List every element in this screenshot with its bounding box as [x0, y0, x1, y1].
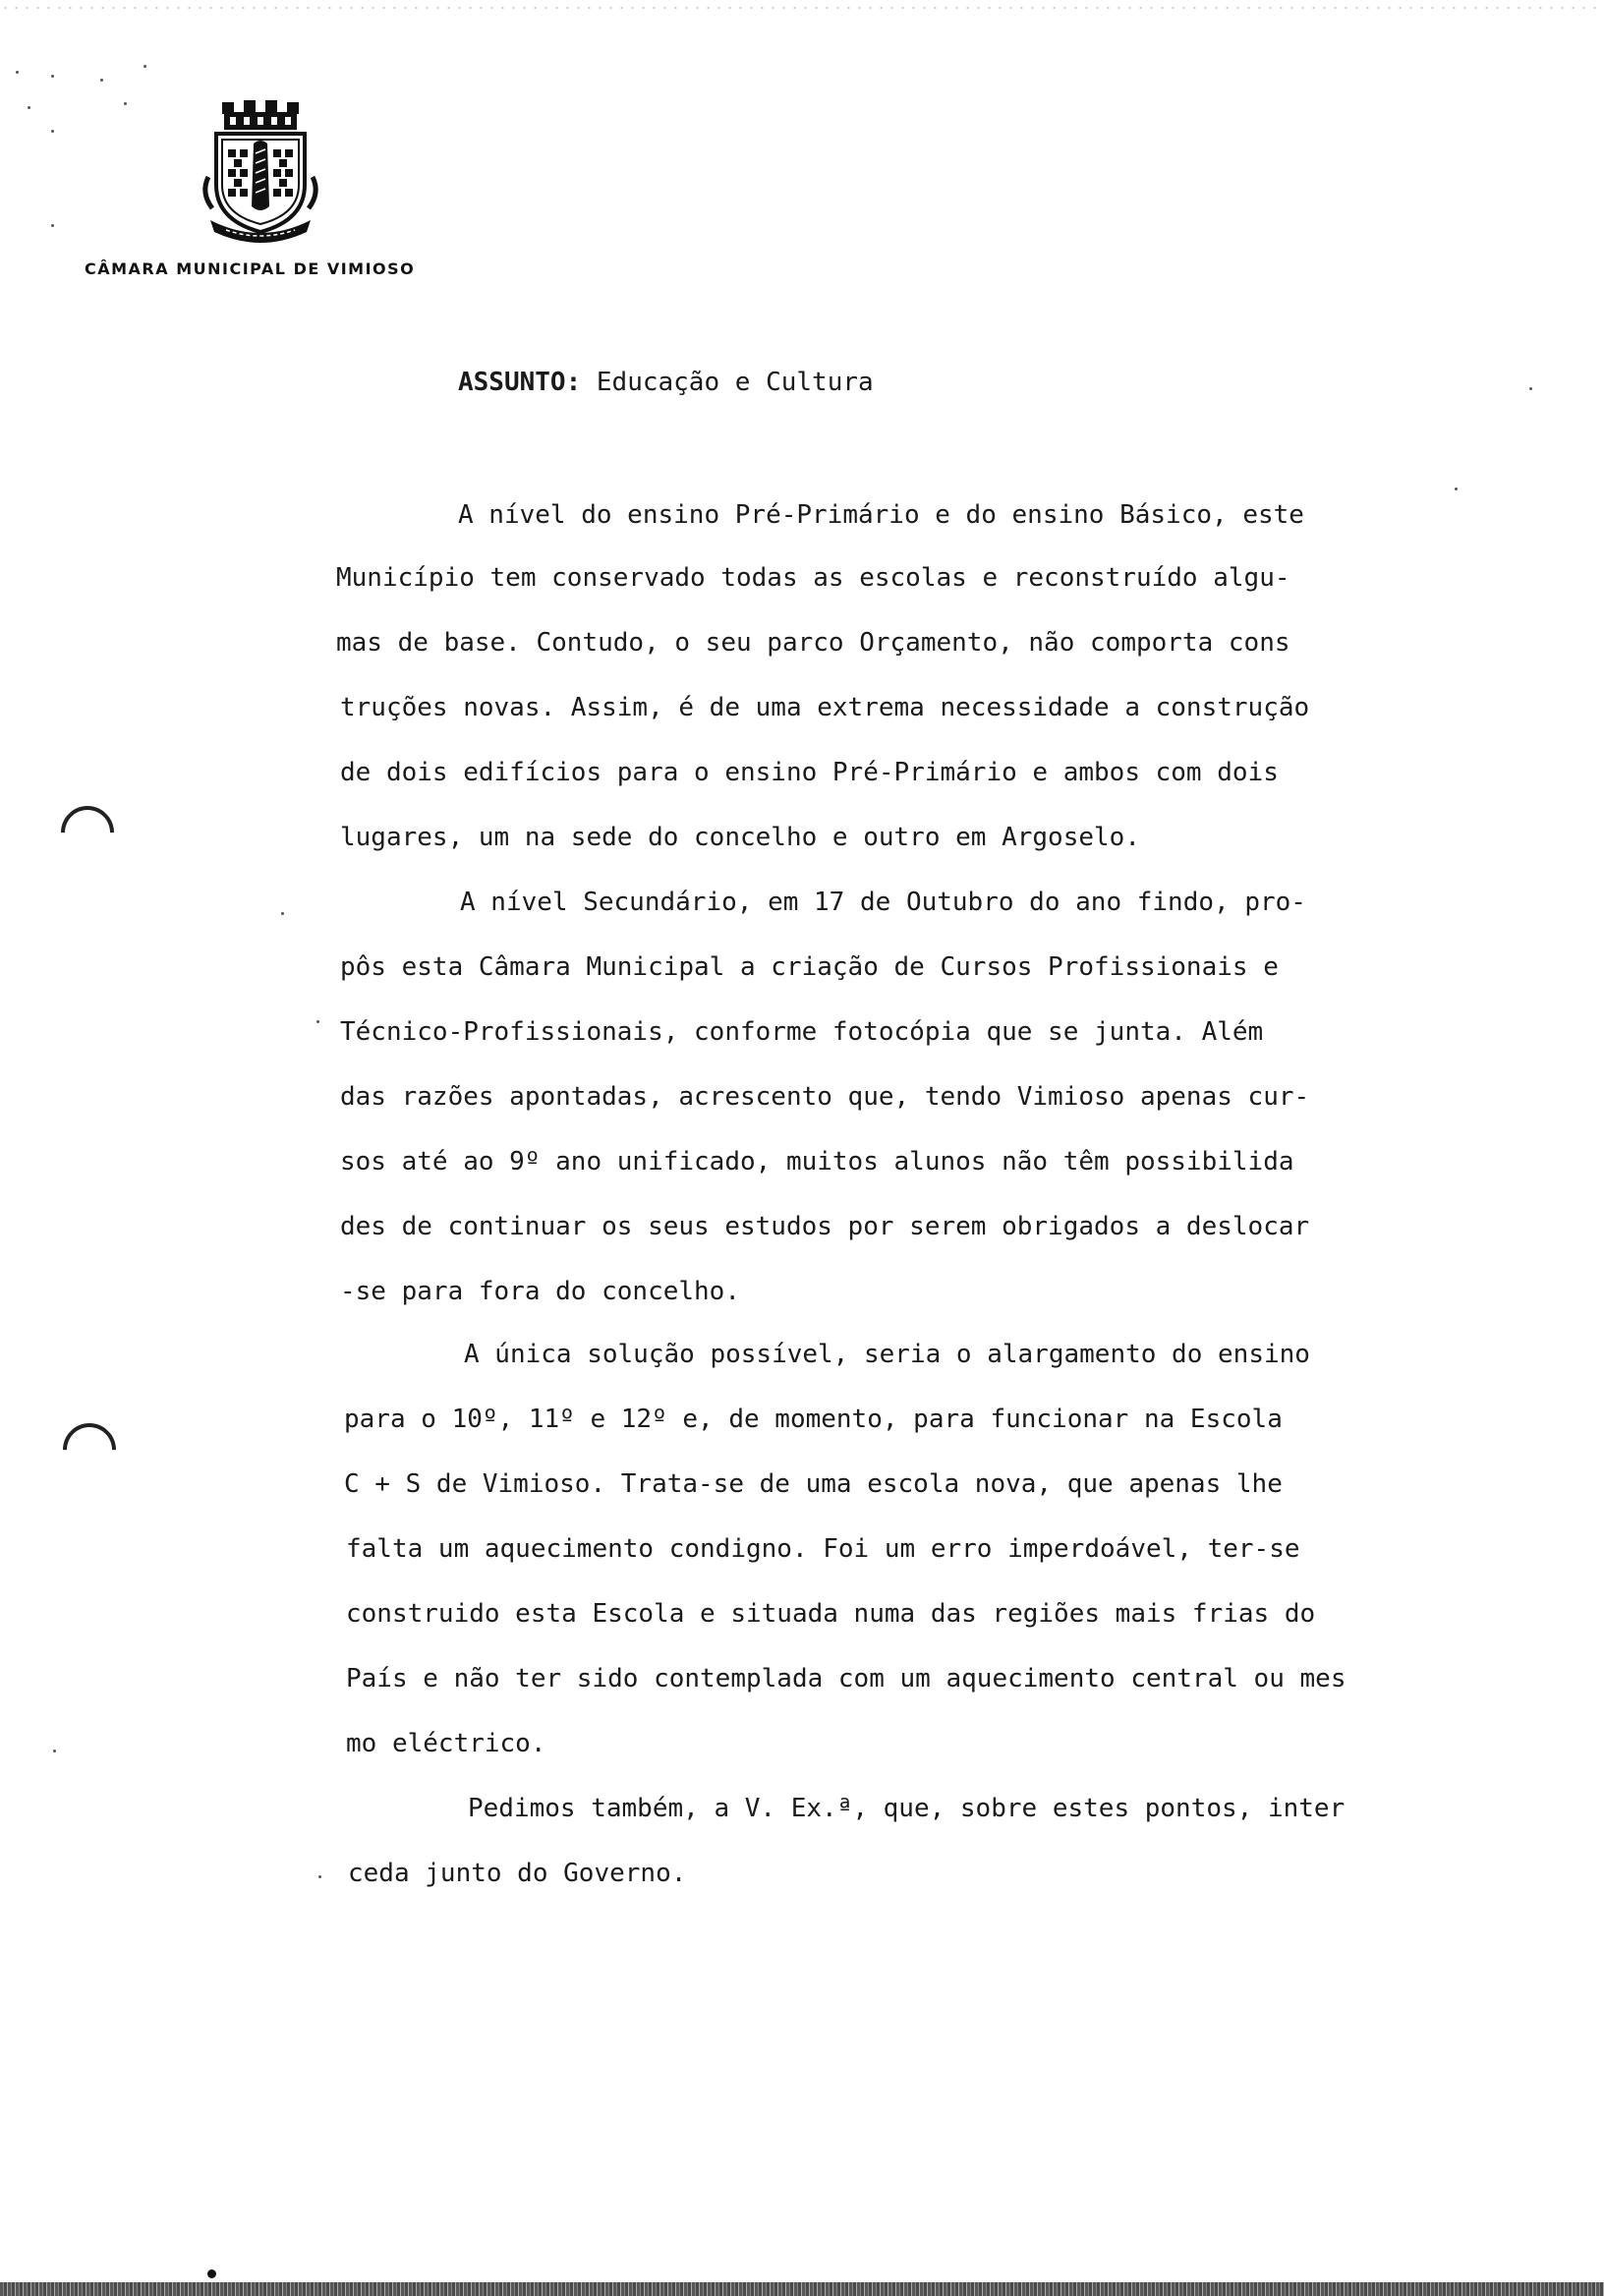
scan-edge-bottom — [0, 2282, 1604, 2296]
body-line: A única solução possível, seria o alargamento do ensino — [464, 1340, 1310, 1369]
scan-speck — [51, 130, 54, 133]
scan-speck — [16, 71, 19, 74]
body-line: -se para fora do concelho. — [340, 1277, 740, 1306]
body-line: sos até ao 9º ano unificado, muitos alunos não têm possibilida — [340, 1147, 1294, 1177]
subject-value: Educação e Cultura — [596, 368, 874, 397]
scan-speck — [28, 106, 30, 109]
body-line: truções novas. Assim, é de uma extrema necessidade a construção — [340, 693, 1310, 722]
body-line: falta um aquecimento condigno. Foi um erro imperdoável, ter-se — [346, 1534, 1300, 1564]
scan-edge-top — [0, 6, 1604, 10]
body-line: C + S de Vimioso. Trata-se de uma escola nova, que apenas lhe — [344, 1469, 1283, 1499]
scan-speck — [207, 2269, 216, 2278]
scan-speck — [1455, 488, 1458, 490]
municipality-name: CÂMARA MUNICIPAL DE VIMIOSO — [85, 259, 416, 278]
body-line: de dois edifícios para o ensino Pré-Primário e ambos com dois — [340, 758, 1279, 787]
scan-speck — [124, 102, 127, 105]
scan-speck — [51, 75, 54, 78]
body-line: Município tem conservado todas as escolas e reconstruído algu- — [336, 563, 1290, 593]
body-line: País e não ter sido contemplada com um aquecimento central ou mes — [346, 1664, 1346, 1693]
municipal-crest-icon — [187, 98, 334, 246]
subject-line — [458, 368, 874, 397]
body-line: lugares, um na sede do concelho e outro em Argoselo. — [340, 823, 1140, 852]
punch-hole-mark — [52, 1412, 127, 1487]
body-line: A nível do ensino Pré-Primário e do ensino Básico, este — [458, 500, 1304, 530]
scan-speck — [53, 1750, 56, 1752]
body-line: Técnico-Profissionais, conforme fotocópia que se junta. Além — [340, 1017, 1264, 1047]
body-line: A nível Secundário, em 17 de Outubro do ano findo, pro- — [460, 888, 1306, 917]
subject-label: ASSUNTO: — [458, 368, 582, 397]
scan-speck — [318, 1875, 321, 1878]
scan-speck — [1529, 387, 1532, 390]
punch-hole-mark — [50, 795, 125, 870]
scan-speck — [100, 79, 103, 82]
body-line: das razões apontadas, acrescento que, tendo Vimioso apenas cur- — [340, 1082, 1310, 1112]
scan-speck — [316, 1020, 319, 1023]
scan-speck — [51, 224, 54, 227]
body-line: mo eléctrico. — [346, 1729, 546, 1758]
body-line: Pedimos também, a V. Ex.ª, que, sobre estes pontos, inter — [468, 1794, 1346, 1823]
body-line: des de continuar os seus estudos por serem obrigados a deslocar — [340, 1212, 1310, 1241]
body-line: construido esta Escola e situada numa das regiões mais frias do — [346, 1599, 1316, 1629]
body-line: para o 10º, 11º e 12º e, de momento, para funcionar na Escola — [344, 1405, 1283, 1434]
body-line: mas de base. Contudo, o seu parco Orçamento, não comporta cons — [336, 628, 1290, 658]
scan-speck — [143, 65, 146, 68]
body-line: pôs esta Câmara Municipal a criação de Cursos Profissionais e — [340, 952, 1279, 982]
scan-speck — [281, 912, 284, 915]
body-line: ceda junto do Governo. — [348, 1859, 687, 1888]
